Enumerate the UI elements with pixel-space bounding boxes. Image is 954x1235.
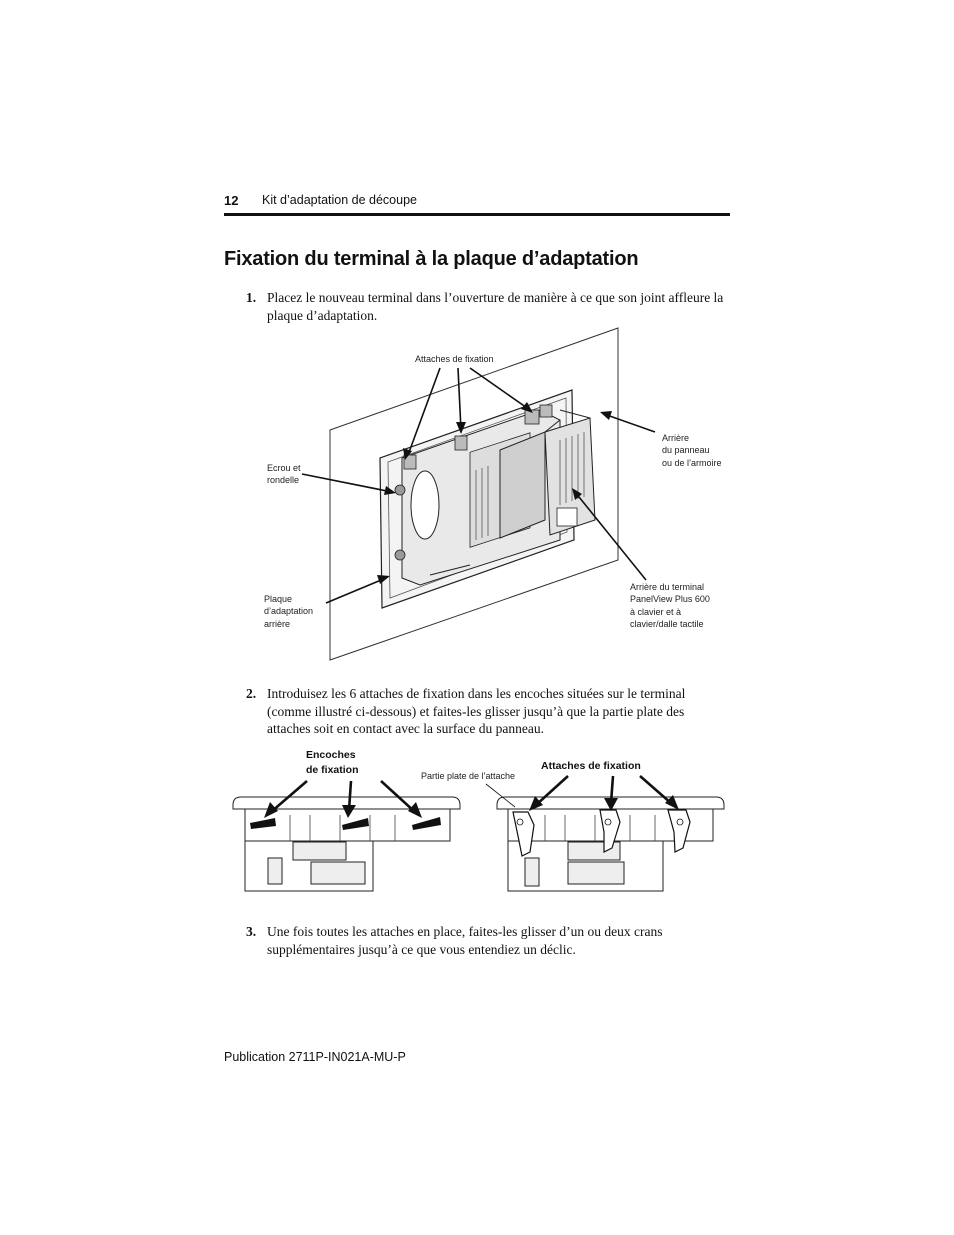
step-number: 3. [246,924,257,939]
label-line: d’adaptation [264,606,314,617]
label-line: clavier/dalle tactile [630,618,704,629]
label-line: Arrière du terminal [630,582,705,592]
page-number: 12 [224,193,239,208]
step-number: 1. [246,290,257,305]
label-line: ou de l’armoire [662,457,722,468]
label-partie-plate: Partie plate de l’attache [421,771,516,781]
step-3 [246,923,730,958]
label-line: Plaque [264,594,293,604]
label-line: arrière [264,618,291,629]
label-encoches-fixation [306,748,359,778]
label-line: Encoches [306,749,356,761]
label-line: Ecrou et [267,463,301,473]
label-line: PanelView Plus 600 [630,594,710,605]
section-title: Fixation du terminal à la plaque d’adaptation [224,248,639,270]
step-text: Une fois toutes les attaches en place, faites-les glisser d’un ou deux crans supplémentaires jusqu’à ce que vous entendiez un déclic. [267,924,663,957]
label-attaches-fixation: Attaches de fixation [415,354,494,364]
step-text: Introduisez les 6 attaches de fixation dans les encoches situées sur le terminal (comme illustré ci-dessous) et faites-les glisser jusqu’à que la partie plate des attaches soit en contact avec la surface du panneau. [267,686,686,736]
label-attaches-fixation-2: Attaches de fixation [541,760,641,772]
label-line: rondelle [267,475,300,486]
step-text: Placez le nouveau terminal dans l’ouverture de manière à ce que son joint affleure la plaque d’adaptation. [267,290,724,323]
step-number: 2. [246,686,257,701]
running-title: Kit d’adaptation de découpe [262,193,417,207]
label-line: de fixation [306,764,359,776]
label-line: Arrière [662,433,690,443]
label-line: du panneau [662,445,710,456]
publication-number: Publication 2711P-IN021A-MU-P [224,1050,406,1064]
label-line: à clavier et à [630,606,682,617]
